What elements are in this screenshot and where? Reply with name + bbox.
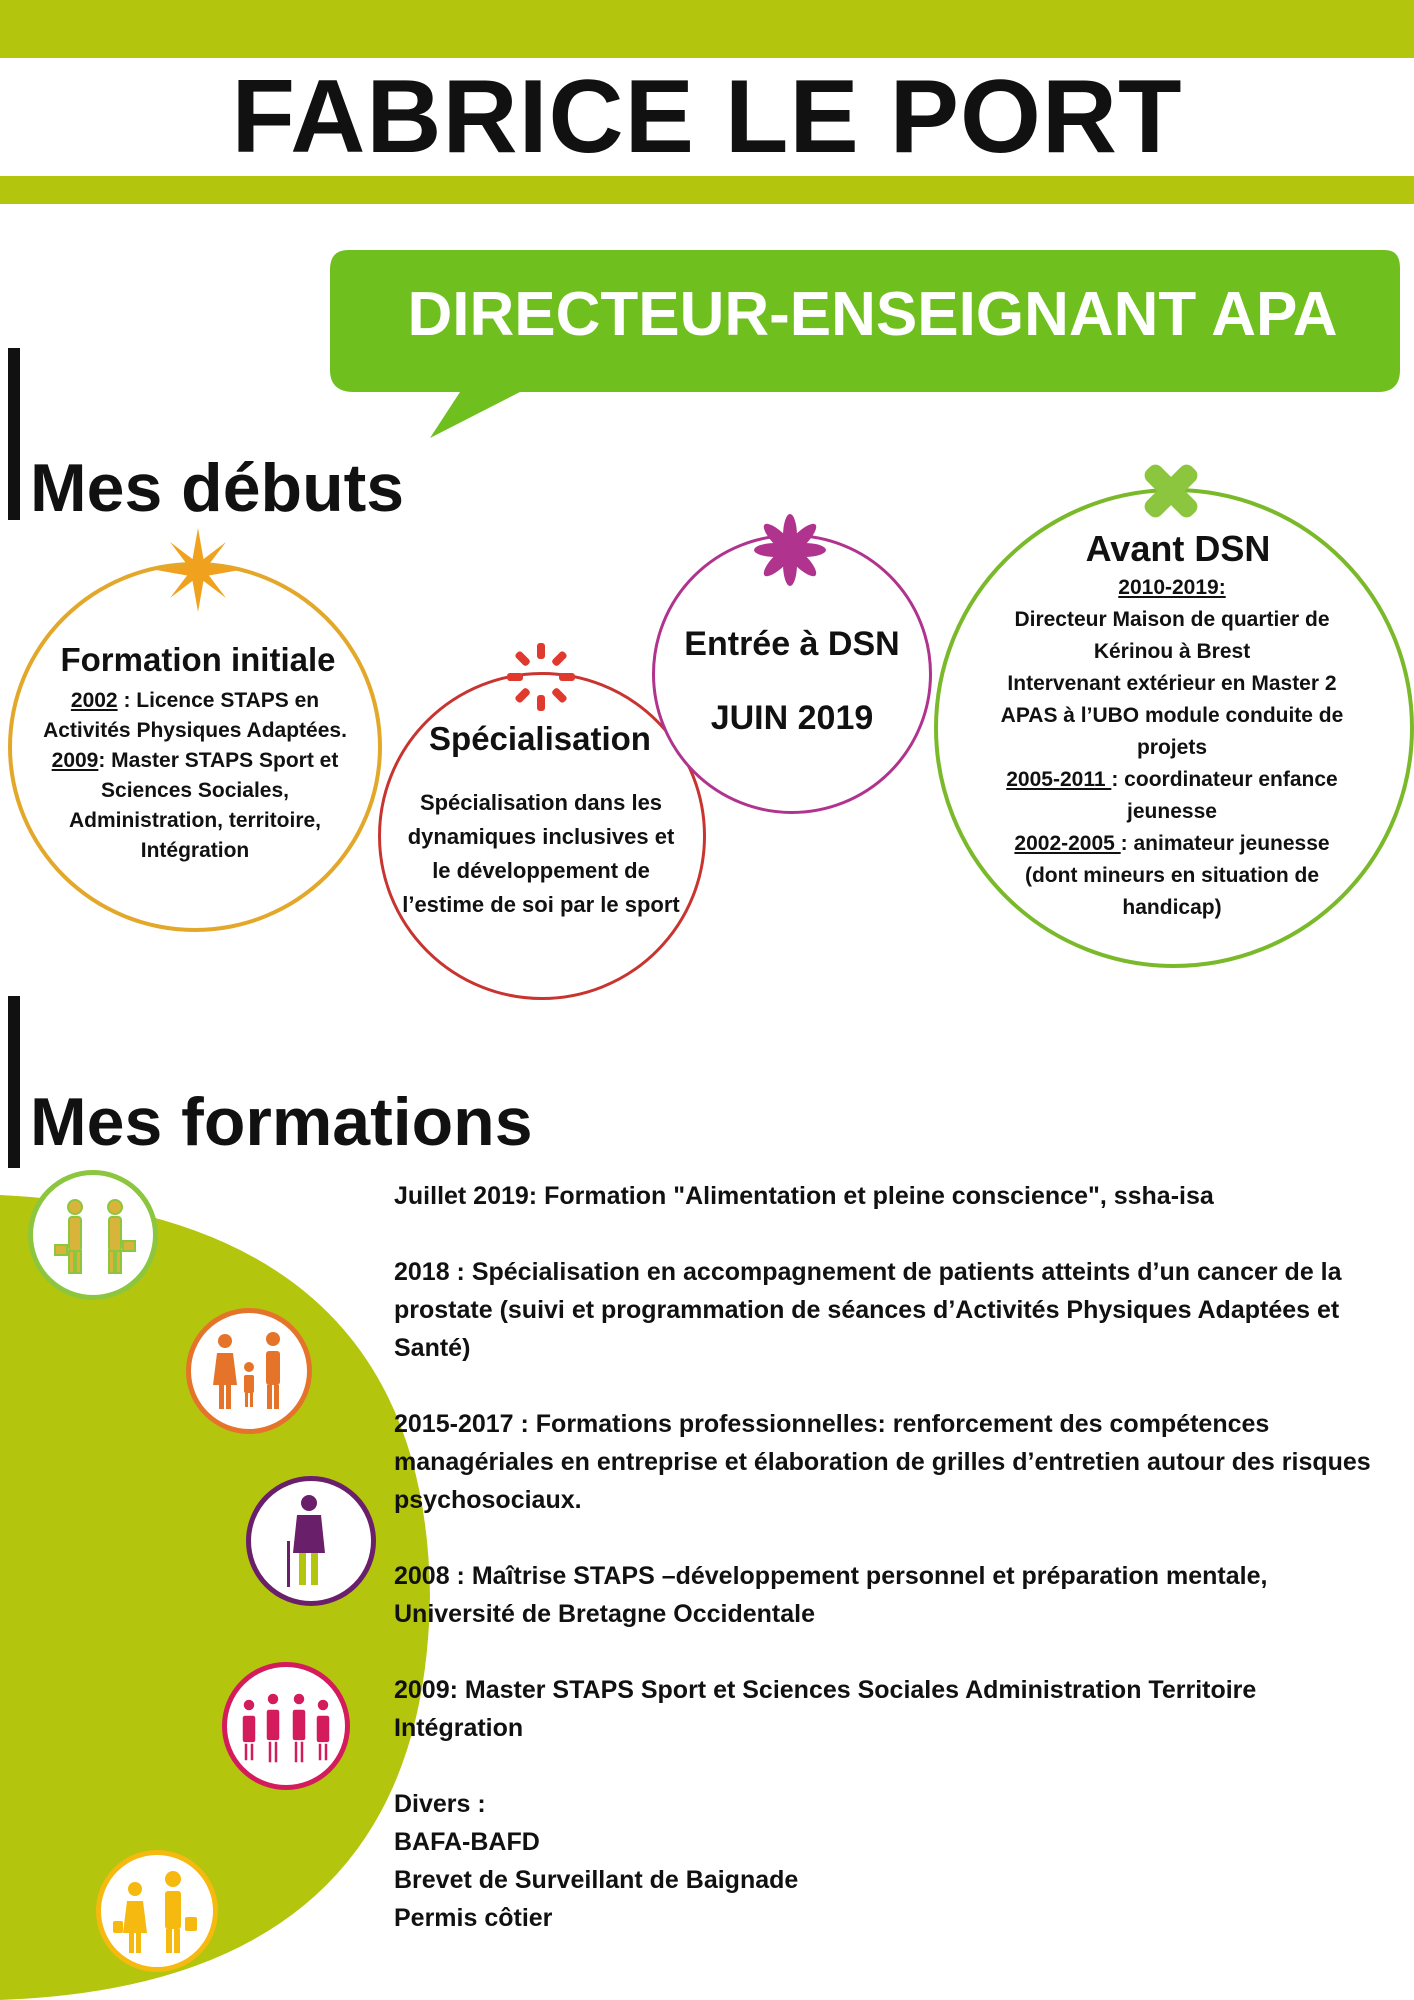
job-title: DIRECTEUR-ENSEIGNANT APA [407,280,1338,349]
person-name: FABRICE LE PORT [231,59,1183,175]
magenta-asterisk-icon [752,512,828,588]
divers-item-3: Permis côtier [394,1904,553,1932]
formation-item-3: 2015-2017 : Formations professionnelles: renforcement des compétences managériales en entreprise et élaboration de grilles d’entretien autour des risques psychosociaux. [394,1410,1371,1514]
period-2002-2005: 2002-2005 [1014,832,1121,855]
year-2002: 2002 [70,689,118,712]
formation-item-5: 2009: Master STAPS Sport et Sciences Sociales Administration Territoire Intégration [394,1676,1257,1742]
elderly-person-icon [246,1476,376,1606]
section-marker-formations [8,996,20,1168]
period-2010-2019: 2010-2019: [1118,576,1226,599]
divers-item-1: BAFA-BAFD [394,1828,540,1856]
directeur-text: Directeur Maison de quartier de Kérinou à Brest [1014,608,1330,663]
shoppers-icon [96,1850,218,1972]
family-icon [186,1308,312,1434]
divers-title: Divers : [394,1790,486,1818]
formation-initiale-text [30,686,360,866]
section-marker-debuts [8,348,20,520]
specialisation-text: Spécialisation dans les dynamiques inclusives et le développement de l’estime de soi par le sport [402,790,680,917]
green-cross-icon [1138,458,1204,524]
section-title-formations: Mes formations [30,1084,533,1160]
formation-item-4: 2008 : Maîtrise STAPS –développement personnel et préparation mentale, Université de Bretagne Occidentale [394,1562,1268,1628]
period-2005-2011: 2005-2011 [1006,768,1112,791]
bottom-accent-bar [0,176,1414,204]
formation-initiale-title: Formation initiale [60,641,336,678]
avant-dsn-text [992,572,1352,924]
divers-item-2: Brevet de Surveillant de Baignade [394,1866,799,1894]
animateur-text: : animateur jeunesse (dont mineurs en situation de handicap) [1024,832,1330,919]
master-text: : Master STAPS Sport et Sciences Sociales, Administration, territoire, Intégration [68,749,339,862]
business-people-icon [28,1170,158,1300]
coordinateur-text: : coordinateur enfance jeunesse [1111,768,1338,823]
top-accent-bar [0,0,1414,58]
group-people-icon [222,1662,350,1790]
section-title-debuts: Mes débuts [30,450,405,526]
intervenant-text: Intervenant extérieur en Master 2 APAS à l’UBO module conduite de projets [1000,672,1344,759]
formation-item-1: Juillet 2019: Formation "Alimentation et pleine conscience", ssha-isa [394,1182,1214,1210]
year-2009: 2009 [51,749,99,772]
avant-dsn-title: Avant DSN [1085,528,1271,569]
red-dots-burst-icon [504,640,578,714]
entree-dsn-title: Entrée à DSN [684,625,900,663]
orange-star-icon [150,528,246,612]
specialisation-title: Spécialisation [429,720,651,757]
entree-dsn-date: JUIN 2019 [710,699,874,737]
licence-text: : Licence STAPS en Activités Physiques Adaptées. [43,689,347,742]
formation-item-2: 2018 : Spécialisation en accompagnement de patients atteints d’un cancer de la prostate (suivi et programmation de séances d’Activités Physiques Adaptées et Santé) [394,1258,1342,1362]
